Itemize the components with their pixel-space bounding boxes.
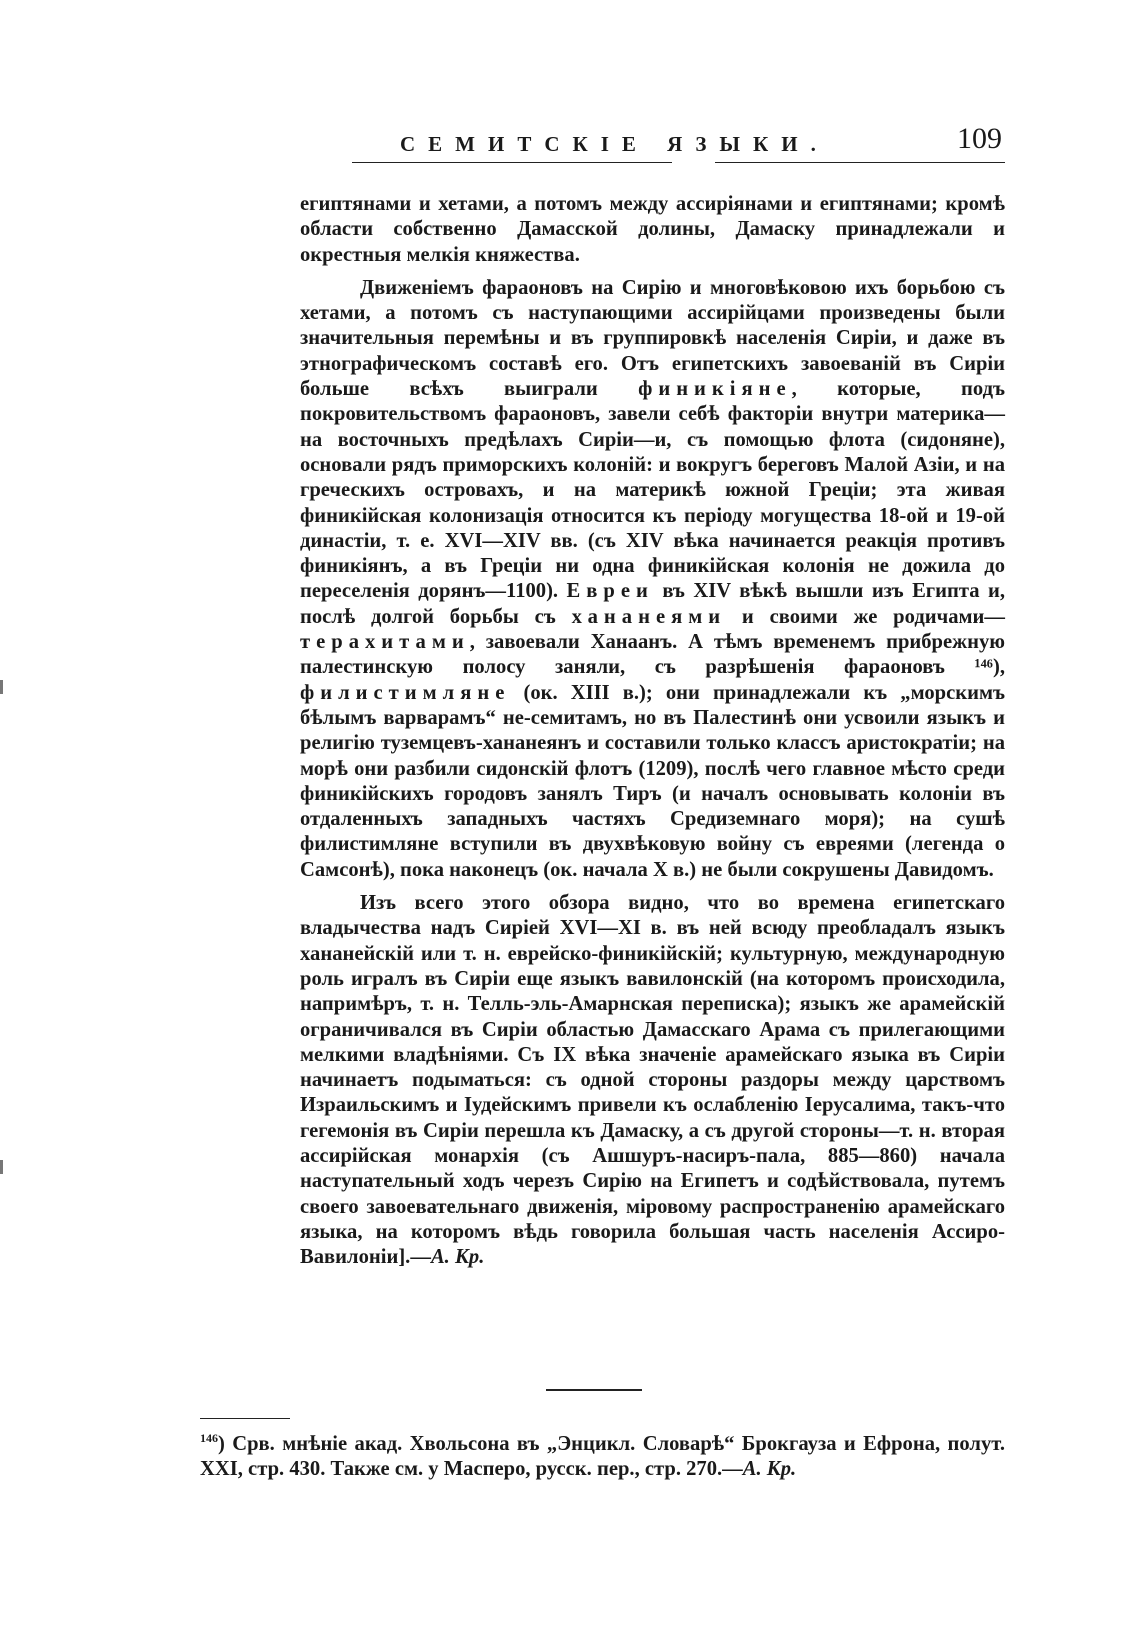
- paragraph-1: [300, 192, 1005, 268]
- text-run: и своими же родичами—: [726, 605, 1005, 628]
- header-rule-right: [715, 162, 1005, 163]
- spaced-term: терахитами: [300, 631, 470, 654]
- page-number: 109: [957, 122, 1002, 155]
- text-run: , завоевали Ханаанъ. А тѣмъ временемъ прибрежную палестинскую полосу заняли, съ разрѣшенія фараоновъ ¹⁴⁶),: [300, 631, 1005, 679]
- scan-margin-mark: [0, 1160, 3, 1174]
- scan-margin-mark: [0, 680, 3, 694]
- footnote-rule: [200, 1418, 290, 1419]
- text-run: въ XIV вѣкѣ вышли изъ Египта и, послѣ долгой борьбы съ: [300, 580, 1006, 628]
- text-run: , которые, подъ покровительствомъ фараоновъ, завели себѣ факторіи внутри материка—на восточныхъ предѣлахъ Сиріи—и, съ помощью флота (сидоняне), основали рядъ приморскихъ колоній: и вокругъ береговъ Малой Азіи, и на греческихъ островахъ, и на материкѣ южной Греціи; эта живая финикійская колонизація относится къ періоду могущества 18-ой и 19-ой династіи, т. е. XVI—XIV вв. (съ XIV вѣка начинается реакція противъ финикіянъ, а въ Греціи ни одна финикійская колонія не дожила до переселенія дорянъ—1100).: [300, 378, 1005, 603]
- section-separator: [546, 1389, 642, 1391]
- footnote-text: ) Срв. мнѣніе акад. Хвольсона въ „Энцикл. Словарѣ“ Брокгауза и Ефрона, полут. XXI, стр. 430. Также см. у Масперо, русск. пер., стр. 270.—: [200, 1432, 1005, 1480]
- spaced-term: финикіяне: [638, 378, 792, 401]
- spaced-term: хананеями: [571, 605, 727, 628]
- text-run: Изъ всего этого обзора видно, что во времена египетскаго владычества надъ Сиріей XVI—XI в. въ ней всюду преобладалъ языкъ хананейскій или т. н. еврейско-финикійскій; культурную, международную роль игралъ въ Сиріи еще языкъ вавилонскій (на которомъ происходила, напримѣръ, т. н. Телль-эль-Амарнская переписка); языкъ же арамейскій ограничивался въ Сиріи областью Дамасскаго Арама съ прилегающими мелкими владѣніями. Съ IX вѣка значеніе арамейскаго языка въ Сиріи начинаетъ подыматься: съ одной стороны раздоры между царствомъ Израильскимъ и Іудейскимъ привели къ ослабленію Іерусалима, такъ-что гегемонія въ Сиріи перешла къ Дамаску, а съ другой стороны—т. н. вторая ассирійская монархія (съ Ашшуръ-насиръ-пала, 885—860) начала наступательный ходъ черезъ Сирію на Египетъ и содѣйствовала, путемъ своего завоевательнаго движенія, міровому распространенію арамейскаго языка, на которомъ вѣдь говорила большая часть населенія Ассиро-Вавилоніи].—: [300, 892, 1005, 1269]
- page-header: [350, 122, 1010, 162]
- paragraph-2: [300, 276, 1005, 883]
- body-text: [300, 192, 1005, 1278]
- footnote-signature: А. Кр.: [742, 1457, 797, 1480]
- text-run: А. Кр.: [430, 1246, 485, 1269]
- spaced-term: Евреи: [566, 580, 654, 603]
- footnote: [200, 1426, 1005, 1482]
- text-run: (ок. XIII в.); они принадлежали къ „морскимъ бѣлымъ варварамъ“ не-семитамъ, но въ Палестинѣ они усвоили языкъ и религію туземцевъ-хананеянъ и составили только классъ аристократіи; на морѣ они разбили сидонскій флотъ (1209), послѣ чего главное мѣсто среди финикійскихъ городовъ занялъ Тиръ (и началъ основывать колоніи въ отдаленныхъ западныхъ частяхъ Средиземнаго моря); на сушѣ филистимляне вступили въ двухвѣковую войну съ евреями (легенда о Самсонѣ), пока наконецъ (ок. начала X в.) не были сокрушены Давидомъ.: [300, 681, 1005, 881]
- running-title: СЕМИТСКІЕ ЯЗЫКИ.: [400, 132, 829, 156]
- footnote-marker: 146: [200, 1431, 218, 1445]
- paragraph-3: [300, 891, 1005, 1270]
- spaced-term: филистимляне: [300, 681, 511, 704]
- header-rule-left: [352, 162, 672, 163]
- text-run: египтянами и хетами, а потомъ между ассиріянами и египтянами; кромѣ области собственно Дамасской долины, Дамаску принадлежали и окрестныя мелкія княжества.: [300, 193, 1005, 266]
- text-run: Движеніемъ фараоновъ на Сирію и многовѣковою ихъ борьбою съ хетами, а потомъ съ наступающими ассирійцами произведены были значительныя перемѣны и въ группировкѣ населенія Сиріи, и даже въ этнографическомъ составѣ его. Отъ египетскихъ завоеваній въ Сиріи больше всѣхъ выиграли: [300, 276, 1005, 401]
